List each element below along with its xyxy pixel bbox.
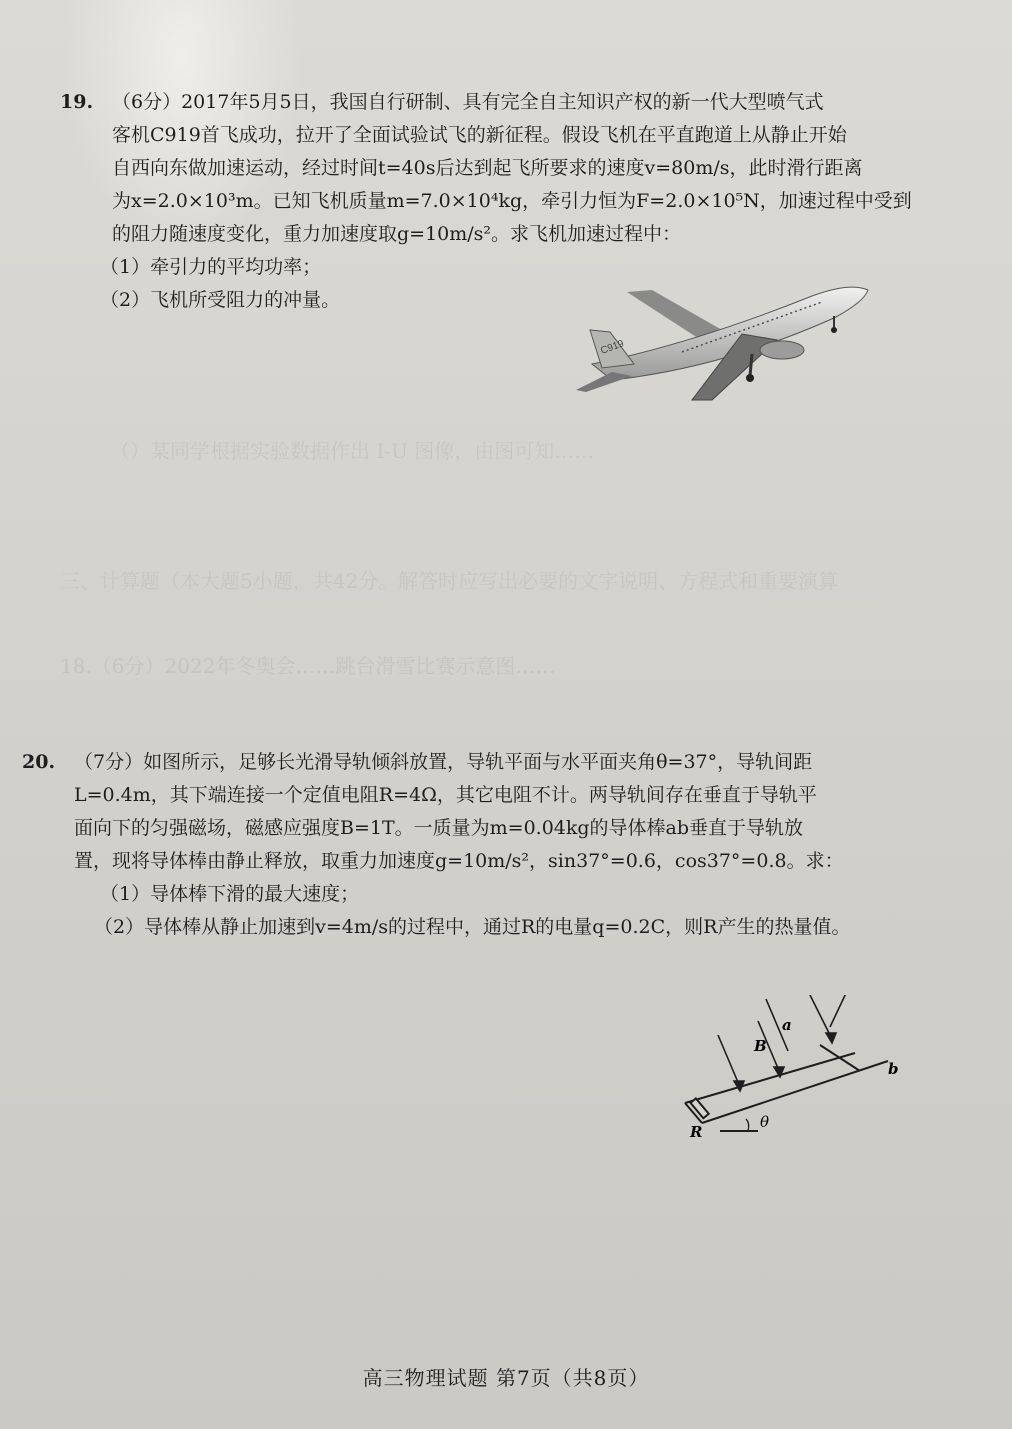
airplane-image: [572, 272, 872, 407]
label-theta: θ: [760, 1113, 770, 1131]
label-R: R: [690, 1123, 703, 1141]
nose-wheel: [831, 327, 837, 333]
question-text-line: （6分）2017年5月5日，我国自行研制、具有完全自主知识产权的新一代大型喷气式: [112, 91, 824, 113]
sub-question-2: （2）导体棒从静止加速到v=4m/s的过程中，通过R的电量q=0.2C，则R产生的热量值。: [94, 916, 851, 938]
question-text-line: 面向下的匀强磁场，磁感应强度B=1T。一质量为m=0.04kg的导体棒ab垂直于导轨放: [74, 817, 804, 839]
magnetic-field-arrows: [718, 995, 848, 1091]
label-a: a: [782, 1016, 792, 1034]
bleed-through-text: 三、计算题（本大题5小题，共42分。解答时应写出必要的文字说明、方程式和重要演算: [60, 569, 839, 593]
tail-logo: C919: [599, 338, 626, 357]
page-footer: 高三物理试题 第7页（共8页）: [362, 1366, 650, 1390]
bleed-through-text: 18.（6分）2022年冬奥会……跳台滑雪比赛示意图……: [60, 654, 556, 678]
question-20: [22, 746, 922, 944]
question-text-line: 的阻力随速度变化，重力加速度取g=10m/s²。求飞机加速过程中：: [112, 223, 682, 245]
sub-question-2: （2）飞机所受阻力的冲量。: [100, 289, 341, 311]
question-text-line: 自西向东做加速运动，经过时间t=40s后达到起飞所要求的速度v=80m/s，此时滑行距离: [112, 157, 863, 179]
question-text-line: 为x=2.0×10³m。已知飞机质量m=7.0×10⁴kg，牵引力恒为F=2.0×10⁵N，加速过程中受到: [112, 190, 912, 212]
wheel: [746, 374, 754, 382]
sub-question-1: （1）牵引力的平均功率；: [100, 256, 322, 278]
bleed-through-text: （）某同学根据实验数据作出 I-U 图像，由图可知……: [110, 439, 595, 463]
question-number: 20.: [22, 751, 56, 773]
question-text-line: L=0.4m，其下端连接一个定值电阻R=4Ω，其它电阻不计。两导轨间存在垂直于导轨平: [74, 784, 817, 806]
stabilizer: [576, 372, 632, 392]
sub-question-1: （1）导体棒下滑的最大速度；: [100, 883, 360, 905]
question-text-line: 客机C919首飞成功，拉开了全面试验试飞的新征程。假设飞机在平直跑道上从静止开始: [112, 124, 847, 146]
label-B: B: [754, 1037, 767, 1055]
angle-arc: [746, 1119, 749, 1131]
upper-rail: [685, 1053, 855, 1103]
question-text-line: 置，现将导体棒由静止释放，取重力加速度g=10m/s²，sin37°=0.6，cos37°=0.8。求：: [74, 850, 844, 872]
resistor-R: [691, 1098, 709, 1118]
landing-gear: [750, 354, 752, 376]
question-text-line: （7分）如图所示，足够长光滑导轨倾斜放置，导轨平面与水平面夹角θ=37°，导轨间距: [74, 751, 813, 773]
question-number: 19.: [60, 91, 94, 113]
engine: [760, 341, 804, 359]
conductor-rod-ab: [820, 1045, 860, 1071]
label-b: b: [888, 1060, 899, 1078]
inclined-rails-diagram: [660, 995, 910, 1145]
